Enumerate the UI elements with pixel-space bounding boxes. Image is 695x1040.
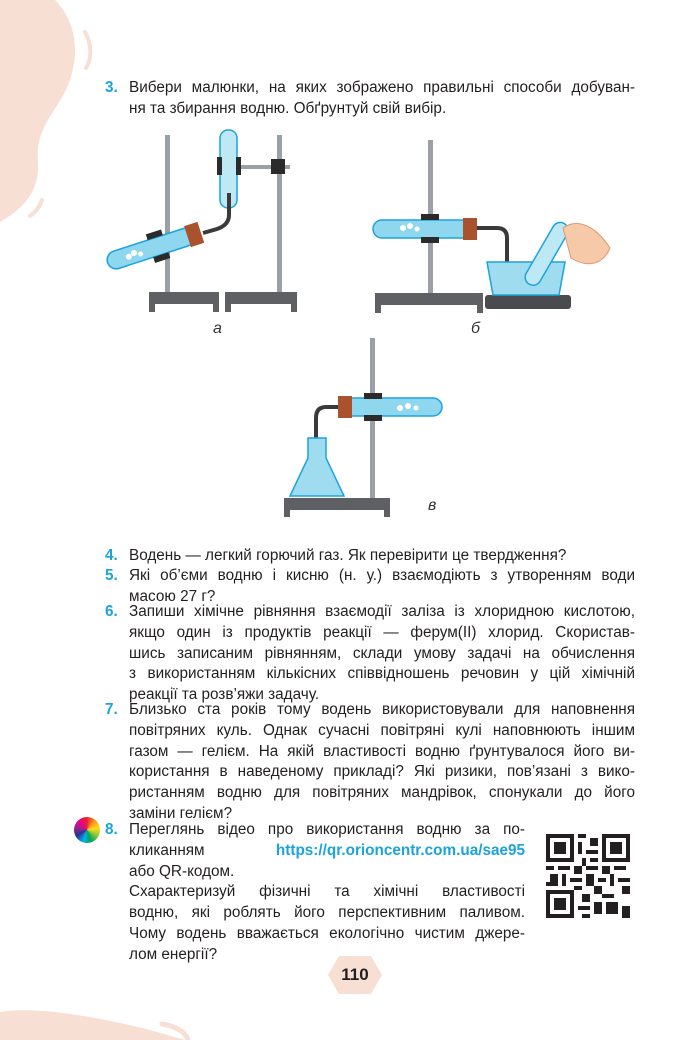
question-text: реакції та розв’яжи задачу.	[129, 686, 320, 704]
question-4	[105, 546, 635, 567]
question-text: з використанням кількісних співвідношень речовин у цій хімічній	[129, 665, 635, 683]
question-text: користання в наведеному прикладі? Які ризики, пов’язані з вико-	[129, 763, 635, 781]
question-text: водню, які роблять його перспективним паливом.	[129, 904, 525, 922]
question-text: ня та збирання водню. Обґрунтуй свій вибір.	[129, 99, 447, 117]
question-text: якщо один із продуктів реакції — ферум(ІІ) хлорид. Скористав-	[129, 623, 635, 641]
question-text: повітряних куль. Однак сучасні повітряні кулі наповнюють іншим	[129, 721, 635, 739]
question-number: 3.	[105, 79, 118, 96]
question-text: заміни гелієм?	[129, 804, 233, 822]
question-number: 8.	[105, 821, 118, 838]
question-8	[105, 820, 525, 966]
question-text: Схарактеризуй фізичні та хімічні властивості	[129, 883, 525, 901]
figure-b-apparatus	[365, 140, 620, 315]
decorative-blob-bottom	[0, 960, 200, 1040]
figure-a-apparatus	[105, 125, 345, 315]
question-number: 6.	[105, 603, 118, 620]
question-number: 4.	[105, 547, 118, 564]
figure-b-caption: б	[471, 320, 480, 337]
question-number: 5.	[105, 567, 118, 584]
figure-c-apparatus	[280, 338, 450, 518]
question-text: Які об’єми водню і кисню (н. у.) взаємодіють з утворенням води	[129, 567, 635, 584]
question-text: кликанням	[129, 841, 205, 859]
question-text: шись записаним рівнянням, склади умову задачі на обчислення	[129, 644, 635, 662]
question-6	[105, 602, 635, 706]
question-text: Чому водень вважається екологічно чистим джере-	[129, 924, 525, 942]
question-text: або QR-кодом.	[129, 862, 235, 880]
figure-a-caption: а	[213, 320, 222, 337]
qr-code[interactable]	[546, 834, 630, 918]
question-text: Близько ста років тому водень використовували для наповнення	[129, 701, 635, 718]
question-text: Переглянь відео про використання водню за по-	[129, 821, 525, 838]
video-link[interactable]: https://qr.orioncentr.com.ua/sae95	[275, 841, 525, 859]
question-text: лом енергії?	[129, 945, 218, 963]
question-number: 7.	[105, 701, 118, 718]
page-number	[327, 955, 383, 995]
question-text: Запиши хімічне рівняння взаємодії заліза із хлоридною кислотою,	[129, 603, 635, 620]
question-text: ристанням водню для повітряних мандрівок, спонукали до його	[129, 784, 635, 802]
question-text: Водень — легкий горючий газ. Як перевірити це твердження?	[129, 547, 567, 564]
decorative-blob-top	[0, 0, 100, 230]
question-text-link-line	[129, 841, 525, 862]
question-3	[105, 78, 635, 120]
question-7	[105, 700, 635, 825]
question-text: масою 27 г?	[129, 587, 216, 605]
question-text: газом — гелієм. На якій властивості водню ґрунтувалося його ви-	[129, 742, 635, 760]
figure-c-caption: в	[428, 497, 437, 514]
page-number-text: 110	[341, 965, 369, 984]
color-wheel-icon	[74, 817, 100, 843]
question-text: Вибери малюнки, на яких зображено правильні способи добуван-	[129, 79, 635, 96]
